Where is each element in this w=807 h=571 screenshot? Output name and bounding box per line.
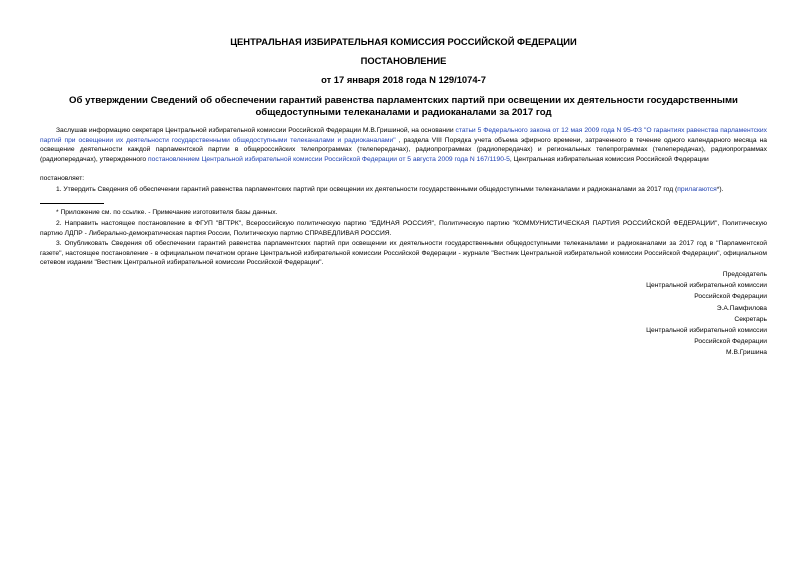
signature-name: Э.А.Памфилова: [716, 304, 767, 312]
organization-heading: ЦЕНТРАЛЬНАЯ ИЗБИРАТЕЛЬНАЯ КОМИССИЯ РОССИЙСКОЙ ФЕДЕРАЦИИ: [230, 36, 577, 47]
item-1-paragraph: [40, 185, 767, 195]
date-number-heading: от 17 января 2018 года N 129/1074-7: [321, 74, 486, 85]
law-article-link[interactable]: статьи 5 Федерального закона от 12 мая 2009 года N 95-ФЗ "О гарантиях равенства парламентских партий при освещении их деятельности государственными общедоступными телеканалами и радиоканалами": [40, 127, 767, 144]
resolution-link[interactable]: постановлением Центральной избирательной комиссии Российской Федерации от 5 августа 2009 года N 167/1190-5: [148, 156, 510, 164]
preamble-paragraph: [40, 126, 767, 165]
signature-line: Российской Федерации: [694, 293, 767, 301]
item-1-text: 1. Утвердить Сведения об обеспечении гарантий равенства парламентских партий при освещении их деятельности государственными общедоступными телеканалами и радиоканалами за 2017 год (: [56, 186, 678, 193]
document-title: Об утверждении Сведений об обеспечении гарантий равенства парламентских партий при освещении их деятельности государственными общедоступными телеканалами и радиоканалами за 2017 год: [69, 95, 738, 118]
appendix-link[interactable]: прилагаются: [677, 186, 717, 193]
item-2-paragraph: 2. Направить настоящее постановление в ФГУП "ВГТРК", Всероссийскую политическую партию "ЕДИНАЯ РОССИЯ", Политическую партию "КОММУНИСТИЧЕСКАЯ ПАРТИЯ РОССИЙСКОЙ ФЕДЕРАЦИИ", Политическую партию ЛДПР - Либерально-демократическая партия России, Политическую партию СПРАВЕДЛИВАЯ РОССИЯ.: [40, 220, 767, 237]
signature-line: Российской Федерации: [694, 338, 767, 346]
item-3-paragraph: 3. Опубликовать Сведения об обеспечении гарантий равенства парламентских партий при освещении их деятельности государственными общедоступными телеканалами и радиоканалами за 2017 год в "Парламентской газете", настоящее постановление - в официальном печатном органе Центральной избирательной комиссии Российской Федерации - журнале "Вестник Центральной избирательной комиссии Российской Федерации", официальном сетевом издании "Вестник Центральной избирательной комиссии Российской Федерации".: [40, 240, 767, 267]
preamble-text-2: , раздела VIII Порядка учета объема эфирного времени, затраченного в течение одного календарного месяца на освещение деятельности каждой парламентской партии в общероссийских телепрограммах (телепередачах), радиопрограммах (радиопередачах) и региональных телепрограммах (телепередачах), радиопрограммах (радиопередачах), утвержденного: [40, 136, 767, 164]
item-1-suffix: *).: [716, 186, 724, 193]
signature-block: [527, 269, 767, 359]
signature-name: М.В.Гришина: [726, 349, 767, 357]
preamble-text-3: , Центральная избирательная комиссия Российской Федерации: [509, 156, 709, 164]
signature-line: Секретарь: [734, 315, 767, 323]
footnote: * Приложение см. по ссылке. - Примечание изготовителя базы данных.: [56, 209, 278, 216]
signature-line: Председатель: [722, 271, 767, 278]
preamble-text-1: Заслушав информацию секретаря Центральной избирательной комиссии Российской Федерации М.В.Гришиной, на основании: [56, 127, 456, 134]
signature-line: Центральной избирательной комиссии: [646, 282, 767, 290]
signature-line: Центральной избирательной комиссии: [646, 327, 767, 335]
resolved-line: постановляет:: [40, 175, 85, 182]
document-type-heading: ПОСТАНОВЛЕНИЕ: [360, 55, 447, 66]
footnote-divider: [40, 203, 104, 204]
